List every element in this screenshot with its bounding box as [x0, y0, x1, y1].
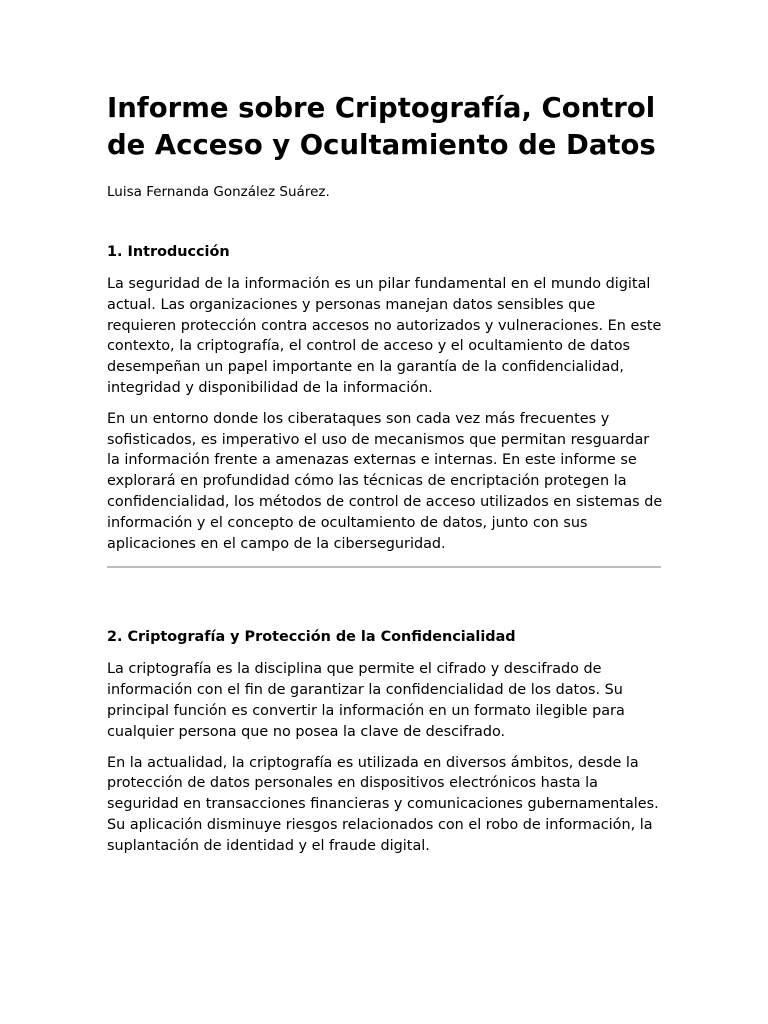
paragraph: La seguridad de la información es un pilar fundamental en el mundo digital actual. Las organizaciones y personas manejan datos sensibles que requieren protección contra accesos no autorizados y vulneraciones. En este contexto, la criptografía, el control de acceso y el ocultamiento de datos desempeñan un papel importante en la garantía de la confidencialidad, integridad y disponibilidad de la información.	[107, 276, 662, 396]
paragraph: En la actualidad, la criptografía es utilizada en diversos ámbitos, desde la protección de datos personales en dispositivos electrónicos hasta la seguridad en transacciones financieras y comunicaciones gubernamentales. Su aplicación disminuye riesgos relacionados con el robo de información, la suplantación de identidad y el fraude digital.	[107, 754, 659, 854]
paragraph: La criptografía es la disciplina que permite el cifrado y descifrado de información con el fin de garantizar la confidencialidad de los datos. Su principal función es convertir la información en un formato ilegible para cualquier persona que no posea la clave de descifrado.	[107, 661, 625, 740]
author-name: Luisa Fernanda González Suárez.	[107, 184, 330, 200]
document-title: Informe sobre Criptografía, Control de Acceso y Ocultamiento de Datos	[107, 92, 656, 161]
section-divider	[107, 566, 661, 568]
section-heading-introduccion: 1. Introducción	[107, 244, 230, 260]
section-heading-criptografia: 2. Criptografía y Protección de la Confidencialidad	[107, 629, 516, 646]
paragraph: En un entorno donde los ciberataques son cada vez más frecuentes y sofisticados, es imperativo el uso de mecanismos que permitan resguardar la información frente a amenazas externas e internas. En este informe se explorará en profundidad cómo las técnicas de encriptación protegen la confidencialidad, los métodos de control de acceso utilizados en sistemas de información y el concepto de ocultamiento de datos, junto con sus aplicaciones en el campo de la ciberseguridad.	[107, 410, 663, 552]
document-page	[107, 90, 663, 857]
